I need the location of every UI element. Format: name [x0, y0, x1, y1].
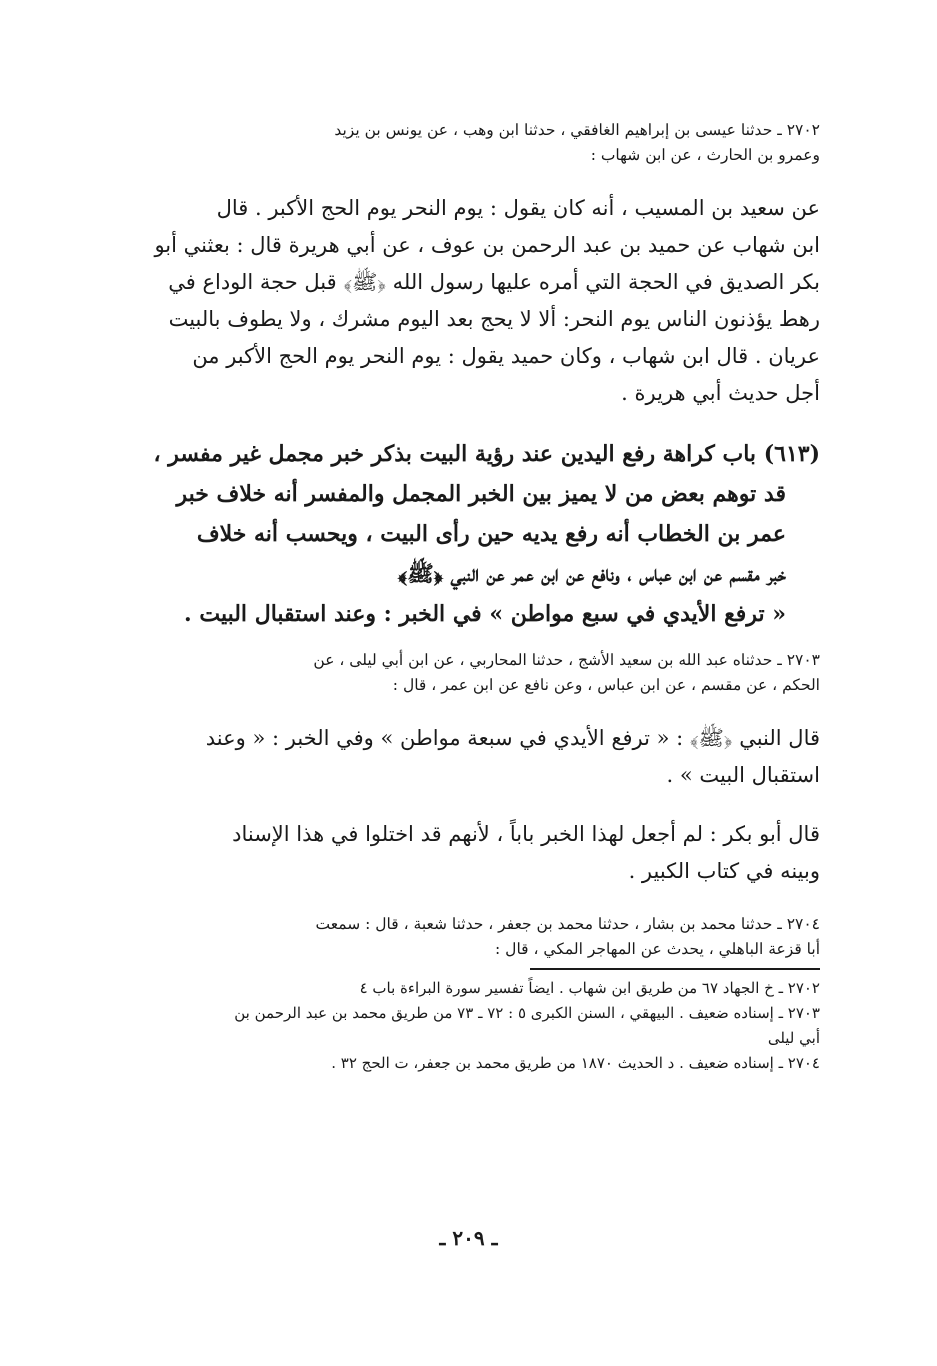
text-line: عن سعيد بن المسيب ، أنه كان يقول : يوم النحر يوم الحج الأكبر . قال — [216, 196, 820, 220]
text-line: خبر مقسم عن ابن عباس ، ونافع عن ابن عمر عن النبي ﴿ﷺ﴾ — [398, 561, 786, 587]
text-line: وعمرو بن الحارث ، عن ابن شهاب : — [590, 146, 820, 164]
text-line: قال النبي ﴿ﷺ﴾ : « ترفع الأيدي في سبعة مواطن » وفي الخبر : « وعند — [205, 726, 820, 750]
hadith-2702-matn — [140, 190, 820, 412]
text-line: ٢٧٠٤ ـ حدثنا محمد بن بشار ، حدثنا محمد بن جعفر ، حدثنا شعبة ، قال : سمعت — [315, 915, 820, 933]
text-line: ٢٧٠٢ ـ حدثنا عيسى بن إبراهيم الغافقي ، حدثنا ابن وهب ، عن يونس بن يزيد — [334, 121, 820, 139]
text-line: قال أبو بكر : لم أجعل لهذا الخبر باباً ، لأنهم قد اختلوا في هذا الإسناد — [232, 822, 820, 846]
text-line: ابن شهاب عن حميد بن عبد الرحمن بن عوف ، عن أبي هريرة قال : بعثني أبو — [154, 233, 820, 257]
footnotes — [140, 976, 820, 1076]
text-line: رهط يؤذنون الناس يوم النحر: ألا لا يحج بعد اليوم مشرك ، ولا يطوف بالبيت — [168, 307, 820, 331]
text-line: عمر بن الخطاب أنه رفع يديه حين رأى البيت ، ويحسب أنه خلاف — [196, 521, 786, 547]
footnote-line: ٢٧٠٣ ـ إسناده ضعيف . البيهقي ، السنن الكبرى ٥ : ٧٢ ـ ٧٣ من طريق محمد بن عبد الرحمن بن — [234, 1004, 820, 1022]
footnote-divider — [530, 968, 820, 970]
footnote-line: أبي ليلى — [767, 1029, 820, 1047]
text-line: ٢٧٠٣ ـ حدثناه عبد الله بن سعيد الأشج ، حدثنا المحاربي ، عن ابن أبي ليلى ، عن — [313, 651, 820, 669]
hadith-2703-matn — [140, 720, 820, 794]
text-line: قد توهم بعض من لا يميز بين الخبر المجمل والمفسر أنه خلاف خبر — [176, 481, 786, 507]
text-line: « ترفع الأيدي في سبع مواطن » في الخبر : وعند استقبال البيت . — [184, 601, 786, 627]
text-line: الحكم ، عن مقسم ، عن ابن عباس ، وعن نافع عن ابن عمر ، قال : — [392, 676, 820, 694]
page-number: ـ ٢٠٩ ـ — [439, 1226, 498, 1250]
text-line: أجل حديث أبي هريرة . — [621, 381, 820, 405]
text-line: وبينه في كتاب الكبير . — [628, 859, 820, 883]
text-line: أبا قزعة الباهلي ، يحدث عن المهاجر المكي ، قال : — [495, 940, 820, 958]
abu-bakr-comment — [140, 816, 820, 890]
text-line: بكر الصديق في الحجة التي أمره عليها رسول الله ﴿ﷺ﴾ قبل حجة الوداع في — [168, 270, 820, 294]
hadith-2704-isnad — [140, 912, 820, 962]
text-line: عريان . قال ابن شهاب ، وكان حميد يقول : يوم النحر يوم الحج الأكبر من — [192, 344, 820, 368]
text-line: استقبال البيت » . — [666, 763, 820, 787]
page-body — [140, 118, 820, 1076]
text-line: (٦١٣) باب كراهة رفع اليدين عند رؤية البيت بذكر خبر مجمل غير مفسر ، — [153, 441, 820, 467]
hadith-2702-isnad — [140, 118, 820, 168]
footnote-line: ٢٧٠٤ ـ إسناده ضعيف . د الحديث ١٨٧٠ من طريق محمد بن جعفر، ت الحج ٣٢ . — [331, 1054, 820, 1072]
footnote-line: ٢٧٠٢ ـ خ الجهاد ٦٧ من طريق ابن شهاب . ايضاً تفسير سورة البراءة باب ٤ — [359, 979, 820, 997]
hadith-2703-isnad — [140, 648, 820, 698]
chapter-heading-613 — [140, 434, 820, 634]
